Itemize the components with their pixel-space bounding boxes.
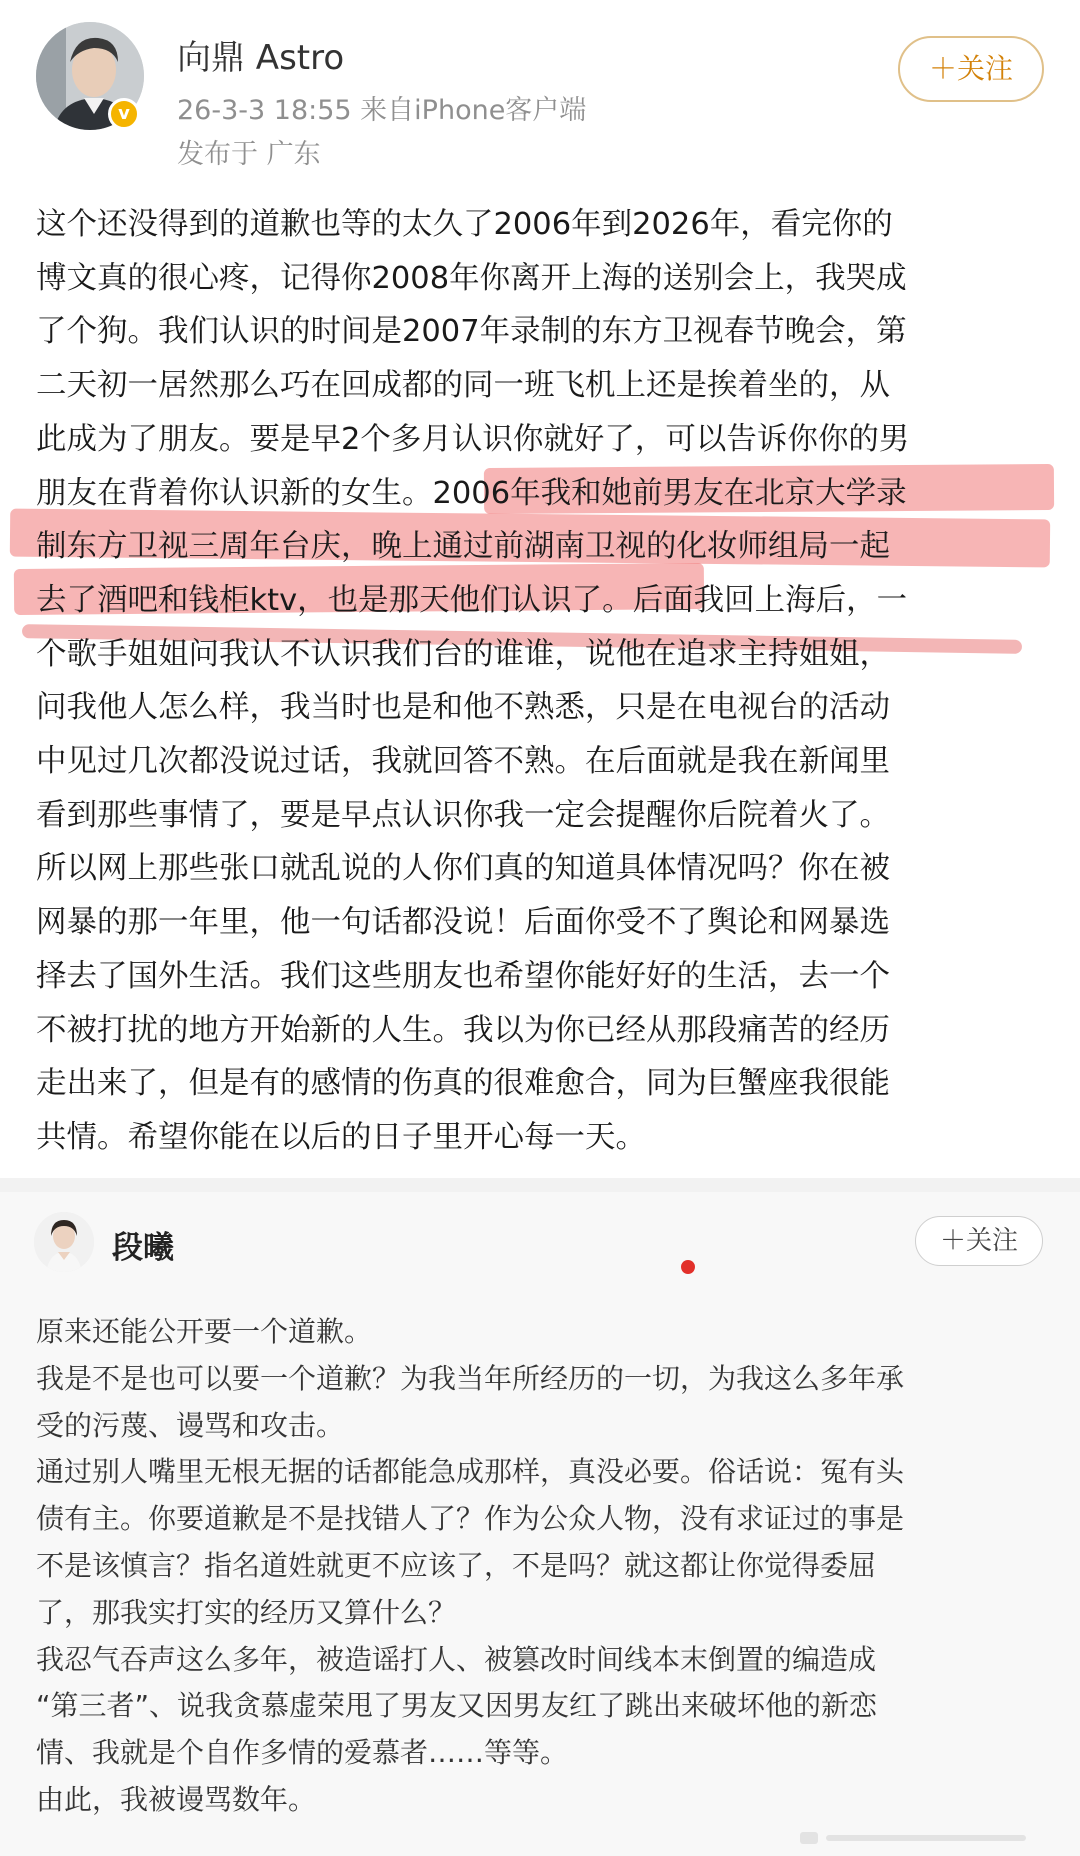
post-text-line: 不被打扰的地方开始新的人生。我以为你已经从那段痛苦的经历 xyxy=(36,1012,890,1048)
post-text-line: 原来还能公开要一个道歉。 xyxy=(36,1315,373,1348)
post-text-line: 看到那些事情了，要是早点认识你我一定会提醒你后院着火了。 xyxy=(36,797,890,833)
post-text-line: 这个还没得到的道歉也等的太久了2006年到2026年，看完你的 xyxy=(36,207,893,242)
post-meta: 26-3-3 18:55 来自iPhone客户端 xyxy=(177,95,587,126)
post-text-line: 了个狗。我们认识的时间是2007年录制的东方卫视春节晚会，第 xyxy=(36,314,907,350)
post-text-line: 受的污蔑、谩骂和攻击。 xyxy=(36,1408,345,1442)
post-location: 发布于 广东 xyxy=(177,139,321,170)
post-text-line: 走出来了，但是有的感情的伤真的很难愈合，同为巨蟹座我很能 xyxy=(36,1066,890,1102)
post-text-line: 制东方卫视三周年台庆，晚上通过前湖南卫视的化妆师组局一起 xyxy=(36,529,890,565)
author-name[interactable]: 段曦 xyxy=(112,1230,174,1266)
post-text-line: 我是不是也可以要一个道歉？为我当年所经历的一切，为我这么多年承 xyxy=(36,1361,905,1395)
red-dot-icon xyxy=(681,1260,695,1274)
post-text-line: “第三者”、说我贪慕虚荣甩了男友又因男友红了跳出来破坏他的新恋 xyxy=(36,1689,878,1723)
post-text-line: 个歌手姐姐问我认不认识我们台的谁谁，说他在追求主持姐姐， xyxy=(36,636,890,672)
post-text-line: 去了酒吧和钱柜ktv，也是那天他们认识了。后面我回上海后，一 xyxy=(36,582,908,618)
post-text-line: 情、我就是个自作多情的爱慕者……等等。 xyxy=(36,1736,569,1770)
post-text-line: 问我他人怎么样，我当时也是和他不熟悉，只是在电视台的活动 xyxy=(36,690,890,726)
follow-button[interactable]: ＋关注 xyxy=(915,1216,1043,1266)
post-text-line: 朋友在背着你认识新的女生。2006年我和她前男友在北京大学录 xyxy=(36,475,907,511)
post-text-line: 债有主。你要道歉是不是找错人了？作为公众人物，没有求证过的事是 xyxy=(36,1502,905,1536)
post-text-line: 此成为了朋友。要是早2个多月认识你就好了，可以告诉你你的男 xyxy=(36,421,910,457)
verified-badge-icon: v xyxy=(108,98,140,130)
post-text-line: 二天初一居然那么巧在回成都的同一班飞机上还是挨着坐的，从 xyxy=(36,368,890,404)
follow-button[interactable]: ＋关注 xyxy=(898,36,1044,102)
post-text-line: 我忍气吞声这么多年，被造谣打人、被篡改时间线本末倒置的编造成 xyxy=(36,1642,877,1676)
weibo-post-2 xyxy=(0,1192,1080,1856)
author-name[interactable]: 向鼎 Astro xyxy=(177,38,345,78)
user-photo-icon xyxy=(34,1212,94,1272)
watermark-icon xyxy=(800,1826,1040,1848)
post-text-line: 博文真的很心疼，记得你2008年你离开上海的送别会上，我哭成 xyxy=(36,260,907,296)
post-body xyxy=(36,198,1046,1165)
post-text-line: 共情。希望你能在以后的日子里开心每一天。 xyxy=(36,1119,646,1155)
avatar[interactable] xyxy=(34,1212,94,1272)
post-text-line: 择去了国外生活。我们这些朋友也希望你能好好的生活，去一个 xyxy=(36,958,890,994)
post-divider xyxy=(0,1178,1080,1192)
post-text-line: 由此，我被谩骂数年。 xyxy=(36,1782,317,1816)
post-text-line: 所以网上那些张口就乱说的人你们真的知道具体情况吗？你在被 xyxy=(36,851,890,887)
post-text-line: 网暴的那一年里，他一句话都没说！后面你受不了舆论和网暴选 xyxy=(36,905,890,941)
post-text-line: 中见过几次都没说过话，我就回答不熟。在后面就是我在新闻里 xyxy=(36,744,890,780)
post-text-line: 了，那我实打实的经历又算什么？ xyxy=(36,1595,457,1629)
post-text-line: 不是该慎言？指名道姓就更不应该了，不是吗？就这都让你觉得委屈 xyxy=(36,1548,877,1582)
post-body xyxy=(36,1309,1056,1824)
post-text-line: 通过别人嘴里无根无据的话都能急成那样，真没必要。俗话说：冤有头 xyxy=(36,1455,905,1489)
